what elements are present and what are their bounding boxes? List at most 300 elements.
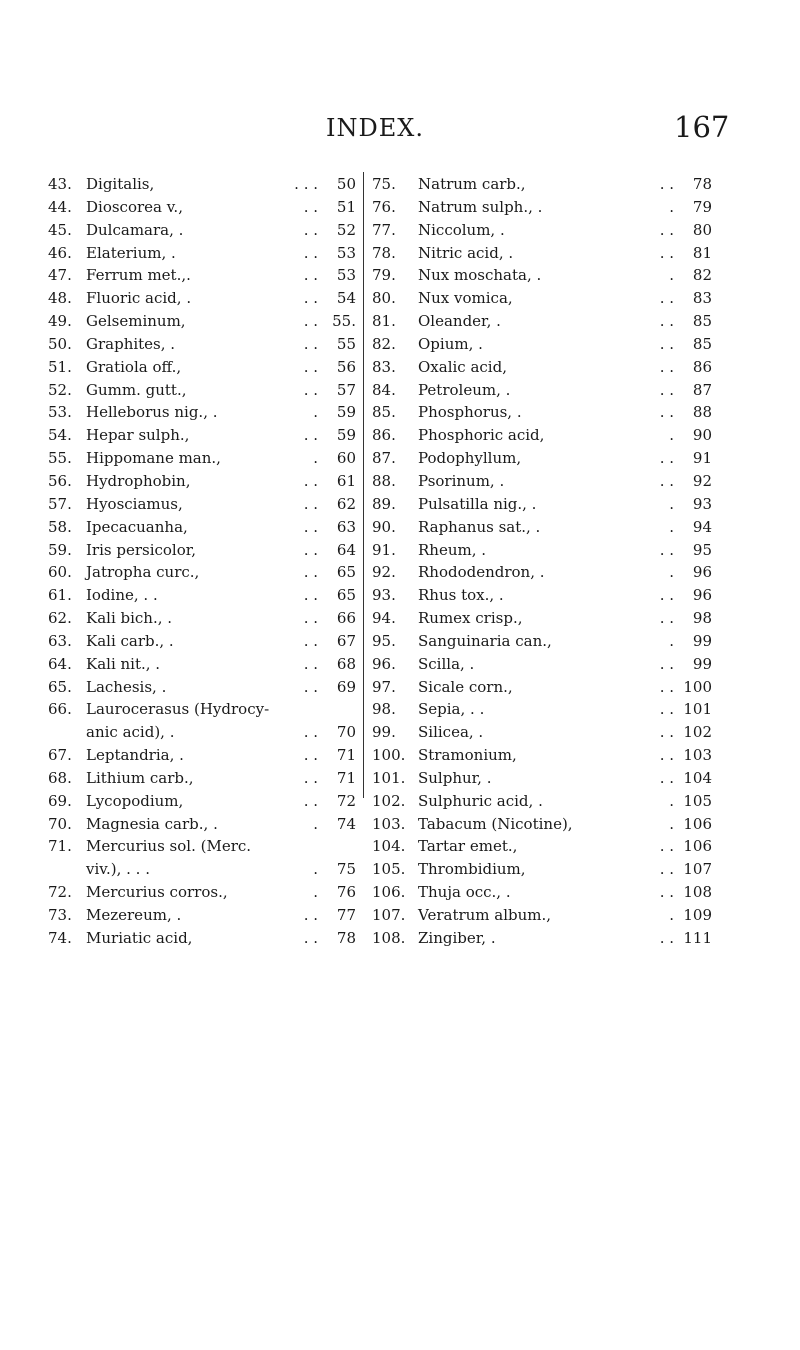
index-entry bbox=[372, 561, 712, 584]
entry-page-number: 66 bbox=[336, 609, 356, 628]
entry-leader-dots: . . bbox=[303, 197, 318, 216]
index-entry bbox=[48, 607, 356, 630]
entry-leader-dots: . . bbox=[659, 837, 674, 856]
entry-page-number: 56 bbox=[336, 357, 356, 376]
entry-name: Silicea, . bbox=[418, 723, 484, 742]
entry-name: Dulcamara, . bbox=[86, 220, 184, 239]
entry-leader-dots: . bbox=[313, 860, 318, 879]
entry-number: 84. bbox=[372, 380, 396, 399]
entry-leader-dots: . . bbox=[303, 266, 318, 285]
entry-leader-dots: . . bbox=[659, 175, 674, 193]
entry-leader-dots: . . bbox=[659, 312, 674, 331]
index-entry bbox=[48, 379, 356, 402]
entry-number: 81. bbox=[372, 312, 396, 331]
entry-leader-dots: . bbox=[669, 814, 674, 833]
entry-leader-dots: . bbox=[313, 883, 318, 902]
entry-page-number: 50 bbox=[336, 175, 356, 193]
entry-number: 51. bbox=[48, 357, 72, 376]
entry-name: Elaterium, . bbox=[86, 243, 176, 262]
entry-page-number: 91 bbox=[692, 449, 712, 468]
index-entry bbox=[372, 835, 712, 858]
entry-name: Hydrophobin, bbox=[86, 471, 191, 490]
entry-page-number: 77 bbox=[336, 906, 356, 924]
entry-number: 68. bbox=[48, 768, 72, 787]
entry-page-number: 106 bbox=[683, 814, 712, 833]
index-entry bbox=[48, 561, 356, 584]
entry-page-number: 71 bbox=[336, 746, 356, 765]
index-entry bbox=[372, 379, 712, 402]
page-header bbox=[0, 110, 800, 150]
entry-number: 67. bbox=[48, 746, 72, 765]
entry-page-number: 51 bbox=[336, 197, 356, 216]
entry-page-number: 90 bbox=[692, 426, 712, 445]
index-entry bbox=[48, 904, 356, 927]
entry-name: Podophyllum, bbox=[418, 449, 522, 468]
entry-leader-dots: . bbox=[669, 197, 674, 216]
entry-name: Niccolum, . bbox=[418, 220, 505, 239]
entry-page-number: 96 bbox=[692, 563, 712, 582]
entry-page-number: 95 bbox=[692, 540, 712, 559]
index-entry bbox=[48, 584, 356, 607]
entry-name: Kali bich., . bbox=[86, 609, 173, 628]
entry-number: 91. bbox=[372, 540, 396, 559]
entry-leader-dots: . . bbox=[659, 723, 674, 742]
entry-number: 93. bbox=[372, 586, 396, 605]
index-column-left bbox=[48, 173, 356, 950]
index-entry bbox=[48, 356, 356, 379]
entry-name: Ipecacuanha, bbox=[86, 517, 188, 536]
entry-leader-dots: . . bbox=[659, 700, 674, 719]
entry-page-number: 74 bbox=[336, 814, 356, 833]
entry-page-number: 55. bbox=[332, 312, 356, 331]
entry-page-number: 68 bbox=[336, 654, 356, 673]
entry-page-number: 52 bbox=[336, 220, 356, 239]
entry-page-number: 78 bbox=[692, 175, 712, 193]
entry-name: Kali carb., . bbox=[86, 631, 174, 650]
entry-leader-dots: . . bbox=[303, 471, 318, 490]
index-entry bbox=[48, 264, 356, 287]
index-entry bbox=[48, 333, 356, 356]
entry-leader-dots: . bbox=[313, 814, 318, 833]
entry-name: Hepar sulph., bbox=[86, 426, 190, 445]
entry-name: Thuja occ., . bbox=[418, 883, 511, 902]
entry-leader-dots: . . bbox=[303, 746, 318, 765]
entry-leader-dots: . . bbox=[659, 403, 674, 422]
entry-leader-dots: . . bbox=[303, 677, 318, 696]
entry-number: 105. bbox=[372, 860, 406, 879]
index-entry bbox=[48, 424, 356, 447]
entry-page-number: 94 bbox=[692, 517, 712, 536]
index-entry bbox=[372, 584, 712, 607]
entry-leader-dots: . . bbox=[303, 289, 318, 308]
entry-number: 87. bbox=[372, 449, 396, 468]
entry-name: Sanguinaria can., bbox=[418, 631, 552, 650]
index-column-right bbox=[372, 173, 712, 950]
entry-number: 82. bbox=[372, 334, 396, 353]
entry-leader-dots: . . bbox=[303, 631, 318, 650]
entry-name: Lycopodium, bbox=[86, 791, 184, 810]
entry-number: 58. bbox=[48, 517, 72, 536]
entry-number: 100. bbox=[372, 746, 406, 765]
entry-leader-dots: . . bbox=[659, 677, 674, 696]
entry-page-number: 108 bbox=[683, 883, 712, 902]
index-entry bbox=[48, 310, 356, 333]
entry-leader-dots: . . bbox=[303, 517, 318, 536]
entry-number: 72. bbox=[48, 883, 72, 902]
entry-leader-dots: . bbox=[669, 906, 674, 924]
index-entry bbox=[372, 470, 712, 493]
entry-number: 98. bbox=[372, 700, 396, 719]
entry-name: Sepia, . . bbox=[418, 700, 485, 719]
entry-number: 43. bbox=[48, 175, 72, 193]
entry-leader-dots: . . bbox=[303, 791, 318, 810]
entry-number: 52. bbox=[48, 380, 72, 399]
entry-number: 85. bbox=[372, 403, 396, 422]
entry-page-number: 72 bbox=[336, 791, 356, 810]
index-entry bbox=[48, 516, 356, 539]
entry-leader-dots: . bbox=[313, 403, 318, 422]
index-entry bbox=[372, 219, 712, 242]
index-entry bbox=[372, 904, 712, 927]
entry-number: 75. bbox=[372, 175, 396, 193]
index-entry bbox=[372, 264, 712, 287]
entry-number: 70. bbox=[48, 814, 72, 833]
entry-name: Lithium carb., bbox=[86, 768, 194, 787]
entry-number: 71. bbox=[48, 837, 72, 856]
index-entry bbox=[372, 333, 712, 356]
entry-leader-dots: . . bbox=[659, 380, 674, 399]
entry-leader-dots: . . bbox=[303, 243, 318, 262]
entry-number: 74. bbox=[48, 928, 72, 947]
index-entry bbox=[48, 881, 356, 904]
entry-page-number: 81 bbox=[692, 243, 712, 262]
entry-page-number: 87 bbox=[692, 380, 712, 399]
entry-leader-dots: . . bbox=[659, 928, 674, 947]
index-entry bbox=[48, 858, 356, 881]
entry-name: Gumm. gutt., bbox=[86, 380, 187, 399]
entry-name: Lachesis, . bbox=[86, 677, 167, 696]
entry-number: 54. bbox=[48, 426, 72, 445]
entry-page-number: 65 bbox=[336, 586, 356, 605]
index-entry bbox=[372, 424, 712, 447]
entry-number: 96. bbox=[372, 654, 396, 673]
entry-leader-dots: . . bbox=[659, 586, 674, 605]
index-entry bbox=[372, 813, 712, 836]
entry-leader-dots: . . bbox=[659, 883, 674, 902]
entry-name: Laurocerasus (Hydrocy- bbox=[86, 700, 270, 719]
entry-number: 57. bbox=[48, 494, 72, 513]
entry-number: 90. bbox=[372, 517, 396, 536]
index-entry bbox=[372, 401, 712, 424]
entry-number: 107. bbox=[372, 906, 406, 924]
index-entry bbox=[48, 470, 356, 493]
index-entry bbox=[372, 356, 712, 379]
entry-leader-dots: . . bbox=[303, 380, 318, 399]
index-entry bbox=[48, 698, 356, 721]
entry-number: 63. bbox=[48, 631, 72, 650]
entry-name: Rhus tox., . bbox=[418, 586, 504, 605]
entry-leader-dots: . . bbox=[659, 449, 674, 468]
entry-name: Sulphur, . bbox=[418, 768, 492, 787]
entry-number: 102. bbox=[372, 791, 406, 810]
entry-number: 89. bbox=[372, 494, 396, 513]
entry-leader-dots: . . bbox=[303, 540, 318, 559]
entry-page-number: 93 bbox=[692, 494, 712, 513]
entry-name: Psorinum, . bbox=[418, 471, 505, 490]
entry-number: 86. bbox=[372, 426, 396, 445]
entry-page-number: 109 bbox=[683, 906, 712, 924]
index-entry bbox=[48, 835, 356, 858]
entry-name: Mercurius sol. (Merc. bbox=[86, 837, 252, 856]
entry-leader-dots: . . bbox=[303, 494, 318, 513]
index-entry bbox=[372, 310, 712, 333]
index-entry bbox=[48, 721, 356, 744]
index-entry bbox=[48, 927, 356, 950]
entry-name: Thrombidium, bbox=[418, 860, 526, 879]
entry-number: 73. bbox=[48, 906, 72, 924]
entry-name: Iodine, . . bbox=[86, 586, 158, 605]
entry-page-number: 59 bbox=[336, 403, 356, 422]
entry-name: Muriatic acid, bbox=[86, 928, 193, 947]
entry-number: 65. bbox=[48, 677, 72, 696]
entry-page-number: 79 bbox=[692, 197, 712, 216]
entry-name: Phosphorus, . bbox=[418, 403, 522, 422]
entry-name: Iris persicolor, bbox=[86, 540, 197, 559]
entry-name: Fluoric acid, . bbox=[86, 289, 192, 308]
entry-page-number: 83 bbox=[692, 289, 712, 308]
entry-page-number: 85 bbox=[692, 312, 712, 331]
entry-name: Scilla, . bbox=[418, 654, 475, 673]
index-entry bbox=[48, 242, 356, 265]
entry-name: Veratrum album., bbox=[418, 906, 552, 924]
entry-name: Stramonium, bbox=[418, 746, 517, 765]
index-entry bbox=[372, 858, 712, 881]
entry-page-number: 100 bbox=[683, 677, 712, 696]
entry-name: Nux vomica, bbox=[418, 289, 513, 308]
index-entry bbox=[372, 196, 712, 219]
entry-page-number: 101 bbox=[683, 700, 712, 719]
entry-name: Hippomane man., bbox=[86, 449, 221, 468]
entry-page-number: 71 bbox=[336, 768, 356, 787]
entry-number: 46. bbox=[48, 243, 72, 262]
entry-page-number: 53 bbox=[336, 243, 356, 262]
entry-page-number: 65 bbox=[336, 563, 356, 582]
index-entry bbox=[48, 196, 356, 219]
entry-leader-dots: . . bbox=[659, 243, 674, 262]
index-entry bbox=[372, 927, 712, 950]
entry-name: viv.), . . . bbox=[86, 860, 150, 879]
index-entry bbox=[372, 493, 712, 516]
entry-page-number: 92 bbox=[692, 471, 712, 490]
entry-number: 61. bbox=[48, 586, 72, 605]
entry-number: 99. bbox=[372, 723, 396, 742]
index-entry bbox=[372, 242, 712, 265]
entry-name: Mercurius corros., bbox=[86, 883, 228, 902]
entry-name: Phosphoric acid, bbox=[418, 426, 545, 445]
entry-page-number: 80 bbox=[692, 220, 712, 239]
index-entry bbox=[372, 698, 712, 721]
entry-name: Sulphuric acid, . bbox=[418, 791, 543, 810]
entry-number: 80. bbox=[372, 289, 396, 308]
entry-name: Nitric acid, . bbox=[418, 243, 514, 262]
index-entry bbox=[48, 539, 356, 562]
entry-name: Gratiola off., bbox=[86, 357, 182, 376]
entry-name: Raphanus sat., . bbox=[418, 517, 541, 536]
entry-number: 44. bbox=[48, 197, 72, 216]
index-entry bbox=[48, 790, 356, 813]
index-entry bbox=[48, 630, 356, 653]
entry-leader-dots: . . bbox=[303, 563, 318, 582]
entry-leader-dots: . . bbox=[303, 609, 318, 628]
entry-page-number: 107 bbox=[683, 860, 712, 879]
entry-leader-dots: . bbox=[669, 266, 674, 285]
entry-leader-dots: . bbox=[313, 449, 318, 468]
entry-number: 55. bbox=[48, 449, 72, 468]
entry-leader-dots: . . bbox=[303, 723, 318, 742]
entry-name: Dioscorea v., bbox=[86, 197, 183, 216]
entry-name: Sicale corn., bbox=[418, 677, 513, 696]
entry-page-number: 96 bbox=[692, 586, 712, 605]
entry-leader-dots: . . bbox=[303, 928, 318, 947]
entry-leader-dots: . . bbox=[659, 768, 674, 787]
entry-number: 104. bbox=[372, 837, 406, 856]
entry-page-number: 70 bbox=[336, 723, 356, 742]
index-entry bbox=[372, 607, 712, 630]
entry-leader-dots: . . bbox=[659, 220, 674, 239]
entry-number: 56. bbox=[48, 471, 72, 490]
entry-name: Gelseminum, bbox=[86, 312, 186, 331]
entry-number: 95. bbox=[372, 631, 396, 650]
entry-number: 106. bbox=[372, 883, 406, 902]
index-entry bbox=[372, 539, 712, 562]
entry-page-number: 69 bbox=[336, 677, 356, 696]
entry-number: 45. bbox=[48, 220, 72, 239]
index-entry bbox=[372, 287, 712, 310]
entry-name: Jatropha curc., bbox=[86, 563, 200, 582]
entry-page-number: 102 bbox=[683, 723, 712, 742]
entry-name: Leptandria, . bbox=[86, 746, 184, 765]
entry-page-number: 88 bbox=[692, 403, 712, 422]
entry-number: 62. bbox=[48, 609, 72, 628]
entry-leader-dots: . . bbox=[659, 334, 674, 353]
entry-page-number: 78 bbox=[336, 928, 356, 947]
entry-number: 92. bbox=[372, 563, 396, 582]
index-entry bbox=[48, 767, 356, 790]
entry-leader-dots: . . bbox=[303, 334, 318, 353]
entry-page-number: 75 bbox=[336, 860, 356, 879]
entry-page-number: 64 bbox=[336, 540, 356, 559]
entry-page-number: 85 bbox=[692, 334, 712, 353]
entry-number: 60. bbox=[48, 563, 72, 582]
entry-name: Tartar emet., bbox=[418, 837, 518, 856]
entry-name: Natrum sulph., . bbox=[418, 197, 543, 216]
entry-page-number: 105 bbox=[683, 791, 712, 810]
entry-page-number: 104 bbox=[683, 768, 712, 787]
entry-name: Graphites, . bbox=[86, 334, 176, 353]
index-entry bbox=[372, 447, 712, 470]
entry-name: Zingiber, . bbox=[418, 928, 496, 947]
entry-number: 53. bbox=[48, 403, 72, 422]
entry-name: Oleander, . bbox=[418, 312, 501, 331]
entry-page-number: 55 bbox=[336, 334, 356, 353]
index-entry bbox=[48, 447, 356, 470]
entry-number: 103. bbox=[372, 814, 406, 833]
entry-leader-dots: . bbox=[669, 631, 674, 650]
index-entry bbox=[48, 653, 356, 676]
index-entry bbox=[372, 173, 712, 196]
entry-leader-dots: . bbox=[669, 426, 674, 445]
entry-page-number: 62 bbox=[336, 494, 356, 513]
entry-leader-dots: . . bbox=[659, 471, 674, 490]
entry-name: Petroleum, . bbox=[418, 380, 511, 399]
entry-page-number: 67 bbox=[336, 631, 356, 650]
entry-page-number: 57 bbox=[336, 380, 356, 399]
entry-name: Pulsatilla nig., . bbox=[418, 494, 537, 513]
index-entry bbox=[372, 790, 712, 813]
entry-number: 88. bbox=[372, 471, 396, 490]
entry-leader-dots: . . bbox=[659, 540, 674, 559]
index-entry bbox=[372, 744, 712, 767]
index-entry bbox=[48, 173, 356, 196]
index-entry bbox=[372, 630, 712, 653]
entry-leader-dots: . . bbox=[659, 654, 674, 673]
entry-page-number: 103 bbox=[683, 746, 712, 765]
entry-number: 59. bbox=[48, 540, 72, 559]
entry-leader-dots: . . bbox=[303, 906, 318, 924]
entry-leader-dots: . . bbox=[303, 654, 318, 673]
entry-page-number: 106 bbox=[683, 837, 712, 856]
entry-name: Rumex crisp., bbox=[418, 609, 523, 628]
entry-leader-dots: . . bbox=[303, 768, 318, 787]
entry-number: 108. bbox=[372, 928, 406, 947]
index-entry bbox=[372, 721, 712, 744]
entry-leader-dots: . . bbox=[303, 426, 318, 445]
entry-page-number: 99 bbox=[692, 631, 712, 650]
entry-leader-dots: . . bbox=[659, 746, 674, 765]
index-entry bbox=[48, 219, 356, 242]
entry-number: 49. bbox=[48, 312, 72, 331]
entry-leader-dots: . . bbox=[303, 312, 318, 331]
entry-leader-dots: . bbox=[669, 563, 674, 582]
index-entry bbox=[48, 493, 356, 516]
entry-leader-dots: . bbox=[669, 791, 674, 810]
entry-leader-dots: . . bbox=[659, 289, 674, 308]
index-entry bbox=[372, 767, 712, 790]
entry-name: anic acid), . bbox=[86, 723, 175, 742]
entry-leader-dots: . . bbox=[303, 220, 318, 239]
entry-page-number: 82 bbox=[692, 266, 712, 285]
entry-leader-dots: . bbox=[669, 517, 674, 536]
entry-leader-dots: . bbox=[669, 494, 674, 513]
entry-page-number: 59 bbox=[336, 426, 356, 445]
index-entry bbox=[372, 676, 712, 699]
entry-page-number: 76 bbox=[336, 883, 356, 902]
entry-number: 69. bbox=[48, 791, 72, 810]
entry-name: Hyosciamus, bbox=[86, 494, 183, 513]
entry-name: Opium, . bbox=[418, 334, 483, 353]
entry-name: Rheum, . bbox=[418, 540, 487, 559]
index-entry bbox=[48, 287, 356, 310]
entry-name: Helleborus nig., . bbox=[86, 403, 218, 422]
index-entry bbox=[48, 813, 356, 836]
entry-page-number: 60 bbox=[336, 449, 356, 468]
entry-name: Kali nit., . bbox=[86, 654, 161, 673]
entry-leader-dots: . . bbox=[659, 609, 674, 628]
entry-number: 79. bbox=[372, 266, 396, 285]
index-entry bbox=[372, 653, 712, 676]
entry-page-number: 54 bbox=[336, 289, 356, 308]
entry-leader-dots: . . bbox=[659, 357, 674, 376]
